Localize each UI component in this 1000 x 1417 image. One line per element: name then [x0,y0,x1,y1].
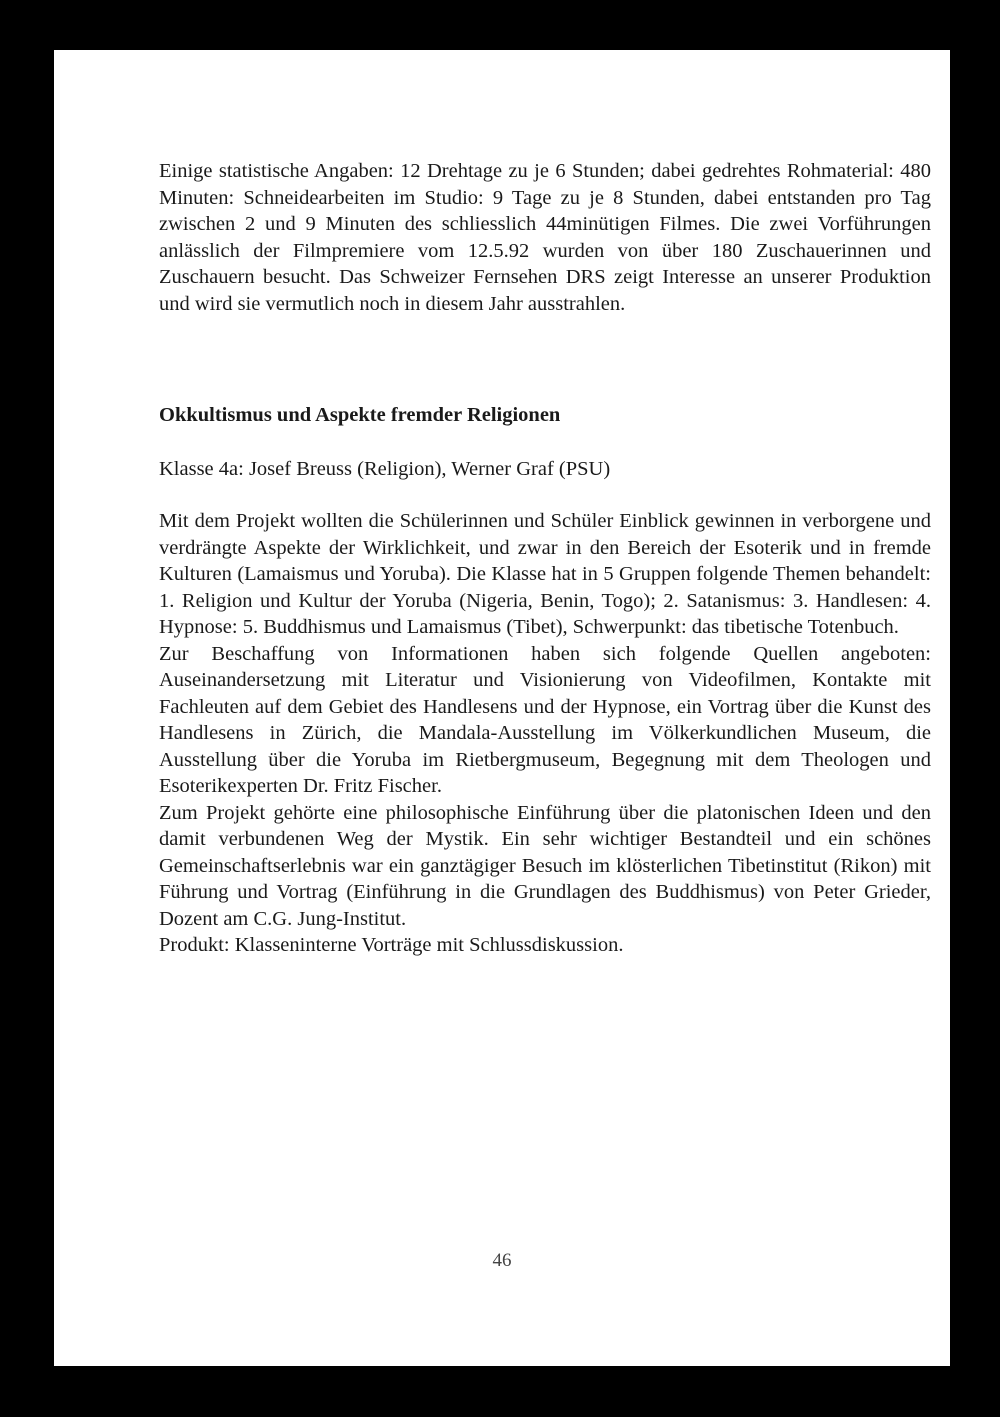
page-number: 46 [492,1250,512,1271]
class-line: Klasse 4a: Josef Breuss (Religion), Werner Graf (PSU) [159,458,611,480]
philosophy-paragraph: Zum Projekt gehörte eine philosophische Einführung über die platonischen Ideen und den damit verbundenen Weg der Mystik. Ein sehr wichtiger Bestandteil und ein schönes Gemeinschaftserlebnis war ein ganztägiger Besuch im klösterlichen Tibetinstitut (Rikon) mit Führung und Vortrag (Einführung in die Grundlagen des Buddhismus) von Peter Grieder, Dozent am C.G. Jung-Institut. [159,801,931,930]
document-page [54,50,950,1366]
sources-paragraph: Zur Beschaffung von Informationen haben sich folgende Quellen angeboten: Auseinandersetzung mit Literatur und Visionierung von Videofilmen, Kontakte mit Fachleuten auf dem Gebiet des Handlesens und der Hypnose, ein Vortrag über die Kunst des Handlesens in Zürich, die Mandala-Ausstellung im Völkerkundlichen Museum, die Ausstellung über die Yoruba im Rietbergmuseum, Begegnung mit dem Theologen und Esoterikexperten Dr. Fritz Fischer. [159,642,931,797]
product-line: Produkt: Klasseninterne Vorträge mit Schlussdiskussion. [159,934,624,956]
project-aim-paragraph: Mit dem Projekt wollten die Schülerinnen und Schüler Einblick gewinnen in verborgene und verdrängte Aspekte der Wirklichkeit, und zwar in den Bereich der Esoterik und in fremde Kulturen (Lamaismus und Yoruba). Die Klasse hat in 5 Gruppen folgende Themen behandelt: 1. Religion und Kultur der Yoruba (Nigeria, Benin, Togo); 2. Satanismus: 3. Handlesen: 4. Hypnose: 5. Buddhismus und Lamaismus (Tibet), Schwerpunkt: das tibetische Totenbuch. [159,510,931,638]
section-heading: Okkultismus und Aspekte fremder Religionen [159,404,561,426]
section-body [159,508,931,959]
stats-paragraph: Einige statistische Angaben: 12 Drehtage zu je 6 Stunden; dabei gedrehtes Rohmaterial: 480 Minuten: Schneidearbeiten im Studio: 9 Tage zu je 8 Stunden, dabei entstanden pro Tag zwischen 2 und 9 Minuten des schliesslich 44minütigen Filmes. Die zwei Vorführungen anlässlich der Filmpremiere vom 12.5.92 wurden von über 180 Zuschauerinnen und Zuschauern besucht. Das Schweizer Fernsehen DRS zeigt Interesse an unserer Produktion und wird sie vermutlich noch in diesem Jahr ausstrahlen. [159,160,931,315]
class-line-block [159,456,931,482]
stats-paragraph-block [159,158,931,317]
section-heading-block [159,402,931,428]
